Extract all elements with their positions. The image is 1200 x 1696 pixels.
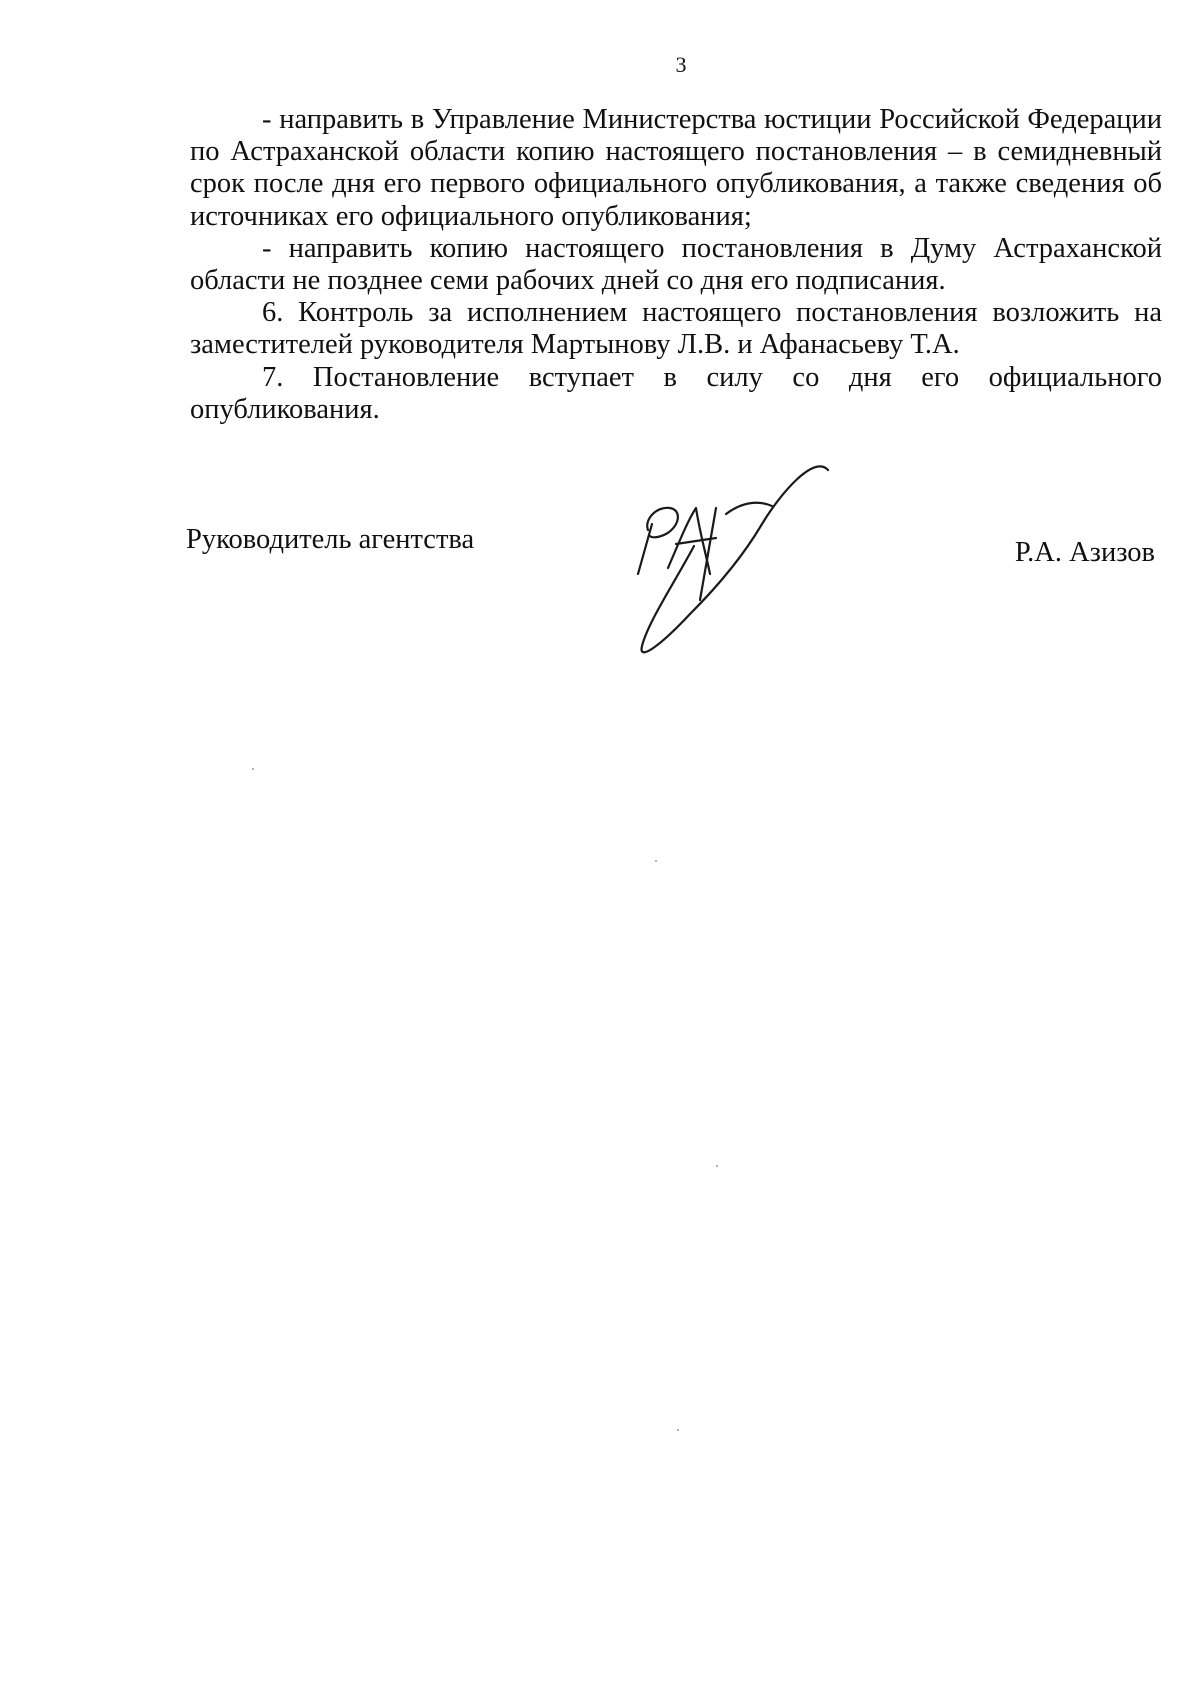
scan-speck <box>716 1165 718 1167</box>
signature-stroke-loop <box>642 466 828 652</box>
handwritten-signature <box>630 450 850 670</box>
document-body <box>190 104 1162 426</box>
paragraph-control: 6. Контроль за исполнением настоящего постановления возложить на заместителей руководителя Мартынову Л.В. и Афанасьеву Т.А. <box>190 297 1162 361</box>
signature-stroke-tail <box>700 503 772 600</box>
paragraph-effective-date: 7. Постановление вступает в силу со дня его официального опубликования. <box>190 361 1162 425</box>
scan-speck <box>655 860 657 862</box>
page-number: 3 <box>675 52 687 77</box>
scan-speck <box>677 1429 679 1431</box>
signer-position: Руководитель агентства <box>186 524 475 555</box>
signer-name: Р.А. Азизов <box>1014 537 1155 568</box>
scan-speck <box>252 768 254 770</box>
paragraph-ministry-justice: - направить в Управление Министерства юстиции Российской Федерации по Астраханской области копию настоящего постановления – в семидневный срок после дня его первого официального опубликования, а также сведения об источниках его официального опубликования; <box>190 104 1162 232</box>
paragraph-duma: - направить копию настоящего постановления в Думу Астраханской области не позднее семи рабочих дней со дня его подписания. <box>190 232 1162 297</box>
signature-stroke-r <box>638 508 678 574</box>
signature-stroke-a <box>668 508 716 574</box>
